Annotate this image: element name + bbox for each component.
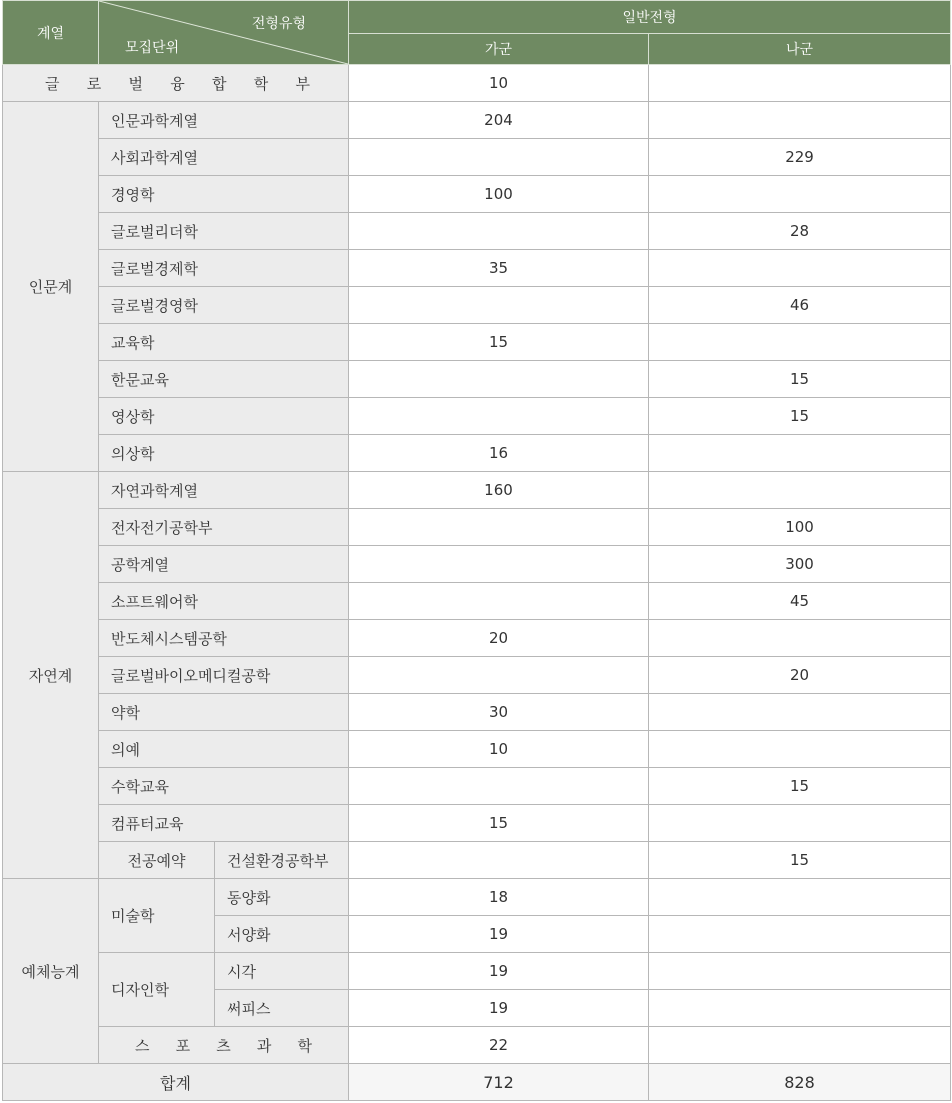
na-value: 20 — [649, 657, 951, 694]
ga-value — [349, 139, 649, 176]
na-value — [649, 324, 951, 361]
ga-value: 100 — [349, 176, 649, 213]
unit-name: 서양화 — [215, 916, 349, 953]
unit-name: 공학계열 — [99, 546, 349, 583]
unit-name: 의상학 — [99, 435, 349, 472]
ga-value: 19 — [349, 990, 649, 1027]
unit-name: 글로벌리더학 — [99, 213, 349, 250]
ga-value — [349, 361, 649, 398]
ga-value: 22 — [349, 1027, 649, 1064]
global-row-label — [3, 65, 349, 102]
global-char: 부 — [295, 74, 310, 93]
unit-name: 약학 — [99, 694, 349, 731]
na-value: 46 — [649, 287, 951, 324]
global-char: 글 — [45, 74, 60, 93]
sports-char: 스 — [135, 1036, 150, 1055]
header-type-label: 전형유형 — [251, 16, 306, 32]
sports-label — [99, 1027, 349, 1064]
na-value: 28 — [649, 213, 951, 250]
global-ga: 10 — [349, 65, 649, 102]
unit-name: 영상학 — [99, 398, 349, 435]
unit-name: 써피스 — [215, 990, 349, 1027]
science-label: 자연계 — [3, 472, 99, 879]
na-value — [649, 1027, 951, 1064]
total-na: 828 — [649, 1064, 951, 1101]
humanities-label: 인문계 — [3, 102, 99, 472]
header-diagonal-cell — [99, 1, 349, 65]
na-value — [649, 250, 951, 287]
header-na: 나군 — [649, 34, 951, 65]
unit-name: 글로벌경영학 — [99, 287, 349, 324]
unit-name: 전자전기공학부 — [99, 509, 349, 546]
ga-value: 204 — [349, 102, 649, 139]
ga-value — [349, 509, 649, 546]
ga-value: 15 — [349, 324, 649, 361]
ga-value: 18 — [349, 879, 649, 916]
ga-value: 30 — [349, 694, 649, 731]
admission-table — [2, 0, 951, 1101]
unit-name: 건설환경공학부 — [215, 842, 349, 879]
na-value: 229 — [649, 139, 951, 176]
ga-value: 20 — [349, 620, 649, 657]
ga-value — [349, 583, 649, 620]
na-value — [649, 990, 951, 1027]
na-value: 15 — [649, 398, 951, 435]
art-group-label: 미술학 — [99, 879, 215, 953]
total-ga: 712 — [349, 1064, 649, 1101]
unit-name: 반도체시스템공학 — [99, 620, 349, 657]
ga-value: 160 — [349, 472, 649, 509]
global-char: 융 — [170, 74, 185, 93]
unit-name: 시각 — [215, 953, 349, 990]
unit-name: 소프트웨어학 — [99, 583, 349, 620]
ga-value — [349, 398, 649, 435]
na-value — [649, 879, 951, 916]
ga-value — [349, 546, 649, 583]
unit-name: 컴퓨터교육 — [99, 805, 349, 842]
ga-value — [349, 287, 649, 324]
na-value — [649, 694, 951, 731]
arts-label: 예체능계 — [3, 879, 99, 1064]
unit-name: 자연과학계열 — [99, 472, 349, 509]
global-char: 합 — [212, 74, 227, 93]
na-value — [649, 731, 951, 768]
unit-name: 수학교육 — [99, 768, 349, 805]
sports-char: 츠 — [216, 1036, 231, 1055]
na-value — [649, 620, 951, 657]
na-value — [649, 102, 951, 139]
unit-name: 동양화 — [215, 879, 349, 916]
sports-char: 과 — [256, 1036, 272, 1055]
unit-name: 경영학 — [99, 176, 349, 213]
header-category: 계열 — [3, 1, 99, 65]
ga-value — [349, 842, 649, 879]
unit-name: 인문과학계열 — [99, 102, 349, 139]
reserved-group-label: 전공예약 — [99, 842, 215, 879]
na-value — [649, 953, 951, 990]
na-value — [649, 435, 951, 472]
unit-name: 교육학 — [99, 324, 349, 361]
global-char: 벌 — [128, 74, 143, 93]
ga-value — [349, 213, 649, 250]
na-value: 100 — [649, 509, 951, 546]
na-value: 45 — [649, 583, 951, 620]
ga-value: 35 — [349, 250, 649, 287]
unit-name: 사회과학계열 — [99, 139, 349, 176]
ga-value: 10 — [349, 731, 649, 768]
unit-name: 의예 — [99, 731, 349, 768]
unit-name: 한문교육 — [99, 361, 349, 398]
design-group-label: 디자인학 — [99, 953, 215, 1027]
na-value — [649, 176, 951, 213]
ga-value: 16 — [349, 435, 649, 472]
unit-name: 글로벌경제학 — [99, 250, 349, 287]
na-value — [649, 472, 951, 509]
header-unit-label: 모집단위 — [125, 40, 180, 56]
na-value: 15 — [649, 842, 951, 879]
na-value: 15 — [649, 361, 951, 398]
global-char: 학 — [253, 74, 269, 93]
na-value: 300 — [649, 546, 951, 583]
global-char: 로 — [86, 74, 102, 93]
ga-value: 15 — [349, 805, 649, 842]
header-ga: 가군 — [349, 34, 649, 65]
header-general: 일반전형 — [349, 1, 951, 34]
ga-value: 19 — [349, 916, 649, 953]
sports-char: 학 — [297, 1036, 312, 1055]
na-value — [649, 916, 951, 953]
global-na — [649, 65, 951, 102]
sports-char: 포 — [175, 1036, 191, 1055]
na-value: 15 — [649, 768, 951, 805]
total-label: 합계 — [3, 1064, 349, 1101]
ga-value — [349, 768, 649, 805]
na-value — [649, 805, 951, 842]
unit-name: 글로벌바이오메디컬공학 — [99, 657, 349, 694]
ga-value — [349, 657, 649, 694]
ga-value: 19 — [349, 953, 649, 990]
